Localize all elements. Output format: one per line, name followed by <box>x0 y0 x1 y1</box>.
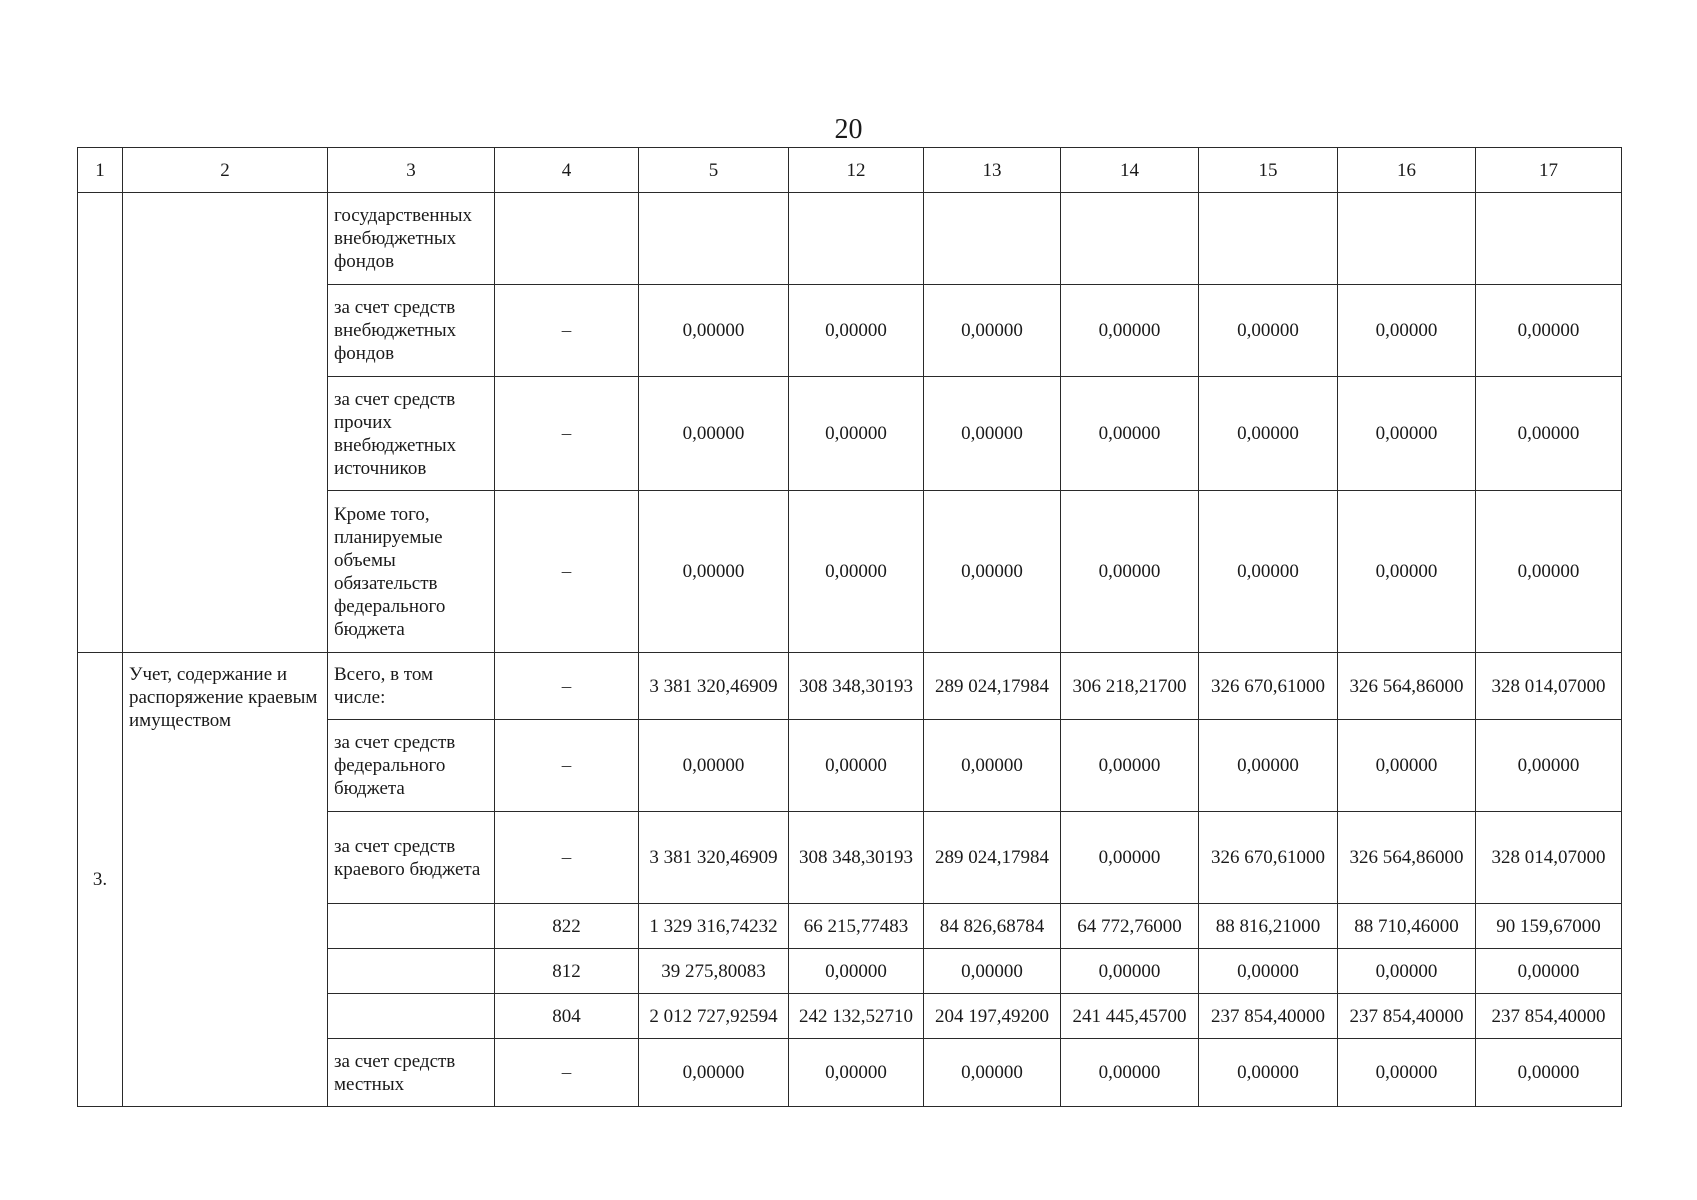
value-cell: 237 854,40000 <box>1199 994 1338 1039</box>
value-cell: 0,00000 <box>639 1039 789 1107</box>
value-cell: 0,00000 <box>924 1039 1061 1107</box>
value-cell: 0,00000 <box>1061 377 1199 491</box>
header-cell: 12 <box>789 148 924 193</box>
funding-source-label: Кроме того, планируемые объемы обязательств федерального бюджета <box>328 491 495 653</box>
value-cell: 2 012 727,92594 <box>639 994 789 1039</box>
value-cell: 66 215,77483 <box>789 904 924 949</box>
code-cell: 812 <box>495 949 639 994</box>
value-cell: 0,00000 <box>924 285 1061 377</box>
value-cell: 88 816,21000 <box>1199 904 1338 949</box>
header-cell: 4 <box>495 148 639 193</box>
value-cell: 0,00000 <box>1061 812 1199 904</box>
table-row <box>78 653 1622 720</box>
value-cell: 0,00000 <box>1199 1039 1338 1107</box>
value-cell: 0,00000 <box>1199 949 1338 994</box>
value-cell: 0,00000 <box>1061 491 1199 653</box>
value-cell: 0,00000 <box>1061 285 1199 377</box>
funding-source-label: за счет средств местных <box>328 1039 495 1107</box>
value-cell: 306 218,21700 <box>1061 653 1199 720</box>
header-cell: 17 <box>1476 148 1622 193</box>
value-cell: 0,00000 <box>1338 1039 1476 1107</box>
funding-source-label: за счет средств краевого бюджета <box>328 812 495 904</box>
value-cell: 308 348,30193 <box>789 812 924 904</box>
value-cell: 0,00000 <box>789 720 924 812</box>
header-cell: 13 <box>924 148 1061 193</box>
value-cell: 326 564,86000 <box>1338 653 1476 720</box>
value-cell: 289 024,17984 <box>924 812 1061 904</box>
code-cell: – <box>495 720 639 812</box>
header-cell: 2 <box>123 148 328 193</box>
funding-source-label: государственных внебюджетных фондов <box>328 193 495 285</box>
value-cell: 0,00000 <box>789 1039 924 1107</box>
header-cell: 3 <box>328 148 495 193</box>
value-cell: 0,00000 <box>1338 285 1476 377</box>
value-cell: 328 014,07000 <box>1476 653 1622 720</box>
value-cell <box>789 193 924 285</box>
value-cell: 0,00000 <box>789 949 924 994</box>
header-cell: 1 <box>78 148 123 193</box>
value-cell: 0,00000 <box>1476 949 1622 994</box>
value-cell: 289 024,17984 <box>924 653 1061 720</box>
value-cell: 0,00000 <box>789 285 924 377</box>
table-row <box>78 193 1622 285</box>
value-cell <box>639 193 789 285</box>
code-cell: – <box>495 653 639 720</box>
value-cell: 0,00000 <box>789 491 924 653</box>
value-cell: 328 014,07000 <box>1476 812 1622 904</box>
header-cell: 5 <box>639 148 789 193</box>
header-row <box>78 148 1622 193</box>
section-title: Учет, содержание и распоряжение краевым имуществом <box>123 653 328 1107</box>
funding-source-label: за счет средств прочих внебюджетных источников <box>328 377 495 491</box>
header-cell: 16 <box>1338 148 1476 193</box>
value-cell: 0,00000 <box>1338 949 1476 994</box>
value-cell: 3 381 320,46909 <box>639 812 789 904</box>
value-cell: 241 445,45700 <box>1061 994 1199 1039</box>
budget-table <box>77 147 1622 1107</box>
code-cell: 804 <box>495 994 639 1039</box>
value-cell: 204 197,49200 <box>924 994 1061 1039</box>
value-cell: 0,00000 <box>639 491 789 653</box>
value-cell: 90 159,67000 <box>1476 904 1622 949</box>
value-cell <box>1476 193 1622 285</box>
value-cell <box>1061 193 1199 285</box>
code-cell <box>495 193 639 285</box>
value-cell: 1 329 316,74232 <box>639 904 789 949</box>
value-cell: 0,00000 <box>1338 377 1476 491</box>
value-cell: 88 710,46000 <box>1338 904 1476 949</box>
funding-source-label <box>328 994 495 1039</box>
value-cell: 0,00000 <box>1061 720 1199 812</box>
value-cell: 0,00000 <box>924 720 1061 812</box>
value-cell: 326 670,61000 <box>1199 812 1338 904</box>
funding-source-label <box>328 949 495 994</box>
value-cell: 326 564,86000 <box>1338 812 1476 904</box>
code-cell: 822 <box>495 904 639 949</box>
value-cell: 0,00000 <box>924 491 1061 653</box>
value-cell: 237 854,40000 <box>1338 994 1476 1039</box>
value-cell: 0,00000 <box>924 377 1061 491</box>
page-number: 20 <box>834 114 863 145</box>
value-cell: 0,00000 <box>639 377 789 491</box>
value-cell: 0,00000 <box>1476 1039 1622 1107</box>
value-cell: 39 275,80083 <box>639 949 789 994</box>
code-cell: – <box>495 285 639 377</box>
code-cell: – <box>495 812 639 904</box>
code-cell: – <box>495 491 639 653</box>
value-cell: 0,00000 <box>1199 377 1338 491</box>
value-cell: 0,00000 <box>789 377 924 491</box>
value-cell: 64 772,76000 <box>1061 904 1199 949</box>
value-cell: 0,00000 <box>1476 285 1622 377</box>
funding-source-label: за счет средств федерального бюджета <box>328 720 495 812</box>
value-cell: 0,00000 <box>1338 720 1476 812</box>
value-cell: 0,00000 <box>1061 949 1199 994</box>
value-cell: 0,00000 <box>639 720 789 812</box>
value-cell: 0,00000 <box>1199 285 1338 377</box>
code-cell: – <box>495 377 639 491</box>
value-cell: 242 132,52710 <box>789 994 924 1039</box>
value-cell: 0,00000 <box>1476 720 1622 812</box>
value-cell <box>924 193 1061 285</box>
value-cell: 0,00000 <box>1199 491 1338 653</box>
value-cell <box>1338 193 1476 285</box>
value-cell: 237 854,40000 <box>1476 994 1622 1039</box>
value-cell: 0,00000 <box>1338 491 1476 653</box>
row-title-cell <box>123 193 328 653</box>
table-body <box>78 148 1622 1107</box>
funding-source-label: Всего, в том числе: <box>328 653 495 720</box>
value-cell: 0,00000 <box>639 285 789 377</box>
funding-source-label: за счет средств внебюджетных фондов <box>328 285 495 377</box>
section-number: 3. <box>78 653 123 1107</box>
value-cell: 0,00000 <box>1199 720 1338 812</box>
funding-source-label <box>328 904 495 949</box>
value-cell: 0,00000 <box>924 949 1061 994</box>
value-cell: 3 381 320,46909 <box>639 653 789 720</box>
header-cell: 14 <box>1061 148 1199 193</box>
code-cell: – <box>495 1039 639 1107</box>
value-cell: 0,00000 <box>1476 377 1622 491</box>
value-cell: 0,00000 <box>1061 1039 1199 1107</box>
header-cell: 15 <box>1199 148 1338 193</box>
value-cell: 0,00000 <box>1476 491 1622 653</box>
value-cell: 326 670,61000 <box>1199 653 1338 720</box>
row-number-cell <box>78 193 123 653</box>
value-cell: 308 348,30193 <box>789 653 924 720</box>
value-cell <box>1199 193 1338 285</box>
value-cell: 84 826,68784 <box>924 904 1061 949</box>
